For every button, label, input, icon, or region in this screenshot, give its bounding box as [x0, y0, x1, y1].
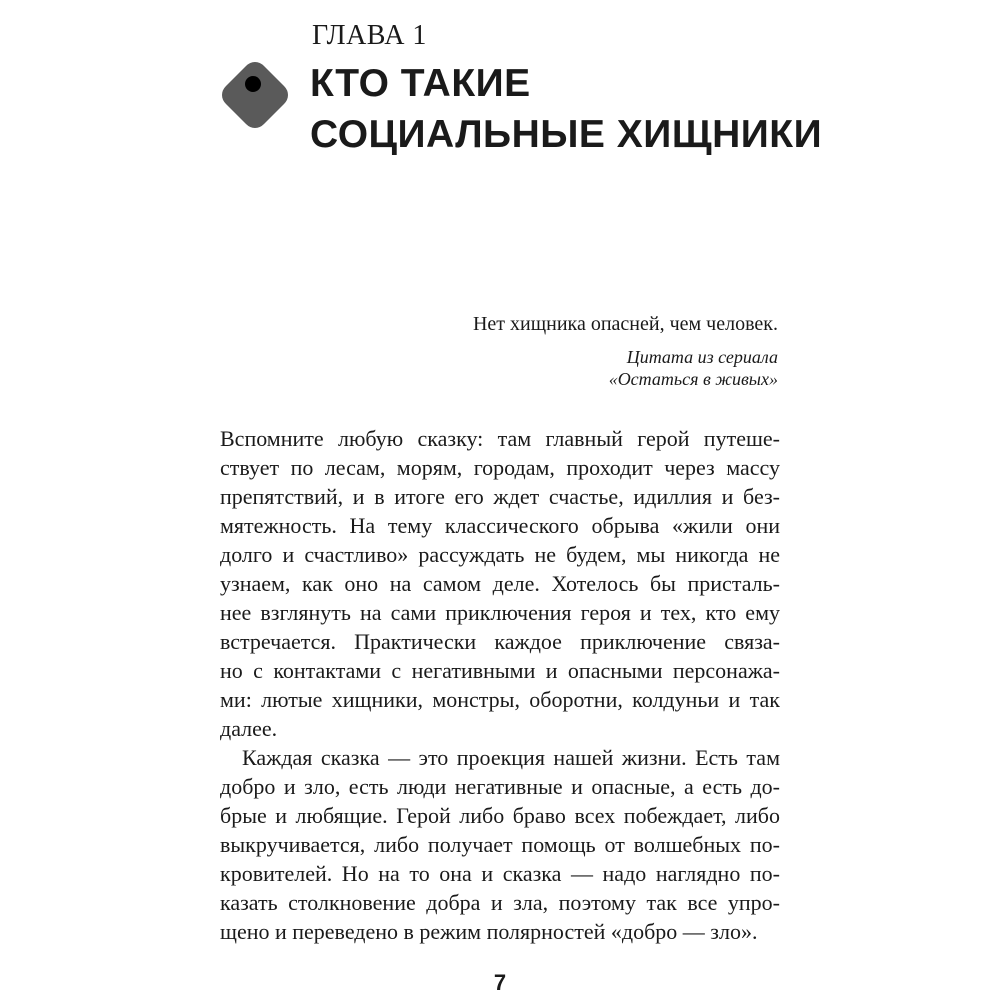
epigraph-source — [473, 346, 778, 390]
body-text — [220, 424, 780, 946]
chapter-title-line: СОЦИАЛЬНЫЕ ХИЩНИКИ — [310, 113, 823, 156]
text-line: мятежность. На тему классического обрыва «жили они — [220, 513, 780, 538]
text-line: нее взглянуть на сами приключения героя и тех, кто ему — [220, 600, 780, 625]
text-line: препятствий, и в итоге его ждет счастье, идиллия и без- — [220, 484, 780, 509]
text-line: долго и счастливо» рассуждать не будем, мы никогда не — [220, 542, 780, 567]
epigraph-source-line: Цитата из сериала — [626, 347, 778, 367]
text-line: встречается. Практически каждое приключение связа- — [220, 629, 780, 654]
text-line: узнаем, как оно на самом деле. Хотелось бы присталь- — [220, 571, 780, 596]
paragraph — [220, 424, 780, 743]
epigraph-source-line: «Остаться в живых» — [608, 369, 778, 389]
text-line: Каждая сказка — это проекция нашей жизни. Есть там — [242, 745, 780, 770]
diamond-dot-icon — [218, 58, 292, 132]
text-line: щено и переведено в режим полярностей «добро — зло». — [220, 919, 758, 944]
chapter-title — [310, 58, 822, 160]
text-line: но с контактами с негативными и опасными персонажа- — [220, 658, 780, 683]
text-line: кровителей. Но на то она и сказка — надо наглядно по- — [220, 861, 780, 886]
text-line: добро и зло, есть люди негативные и опасные, а есть до- — [220, 774, 780, 799]
text-line: выкручивается, либо получает помощь от волшебных по- — [220, 832, 780, 857]
text-line: ствует по лесам, морям, городам, проходит через массу — [220, 455, 780, 480]
epigraph-quote: Нет хищника опасней, чем человек. — [472, 313, 778, 335]
text-line: Вспомните любую сказку: там главный герой путеше- — [220, 426, 780, 451]
chapter-title-line: КТО ТАКИЕ — [310, 62, 531, 105]
text-line: далее. — [220, 716, 278, 741]
text-line: ми: лютые хищники, монстры, оборотни, колдуньи и так — [220, 687, 780, 712]
page-number: 7 — [493, 970, 507, 995]
text-line: казать столкновение добра и зла, поэтому так все упро- — [220, 890, 780, 915]
paragraph — [220, 743, 780, 946]
text-line: брые и любящие. Герой либо браво всех побеждает, либо — [220, 803, 780, 828]
chapter-label: ГЛАВА 1 — [312, 20, 427, 51]
epigraph — [473, 312, 778, 390]
